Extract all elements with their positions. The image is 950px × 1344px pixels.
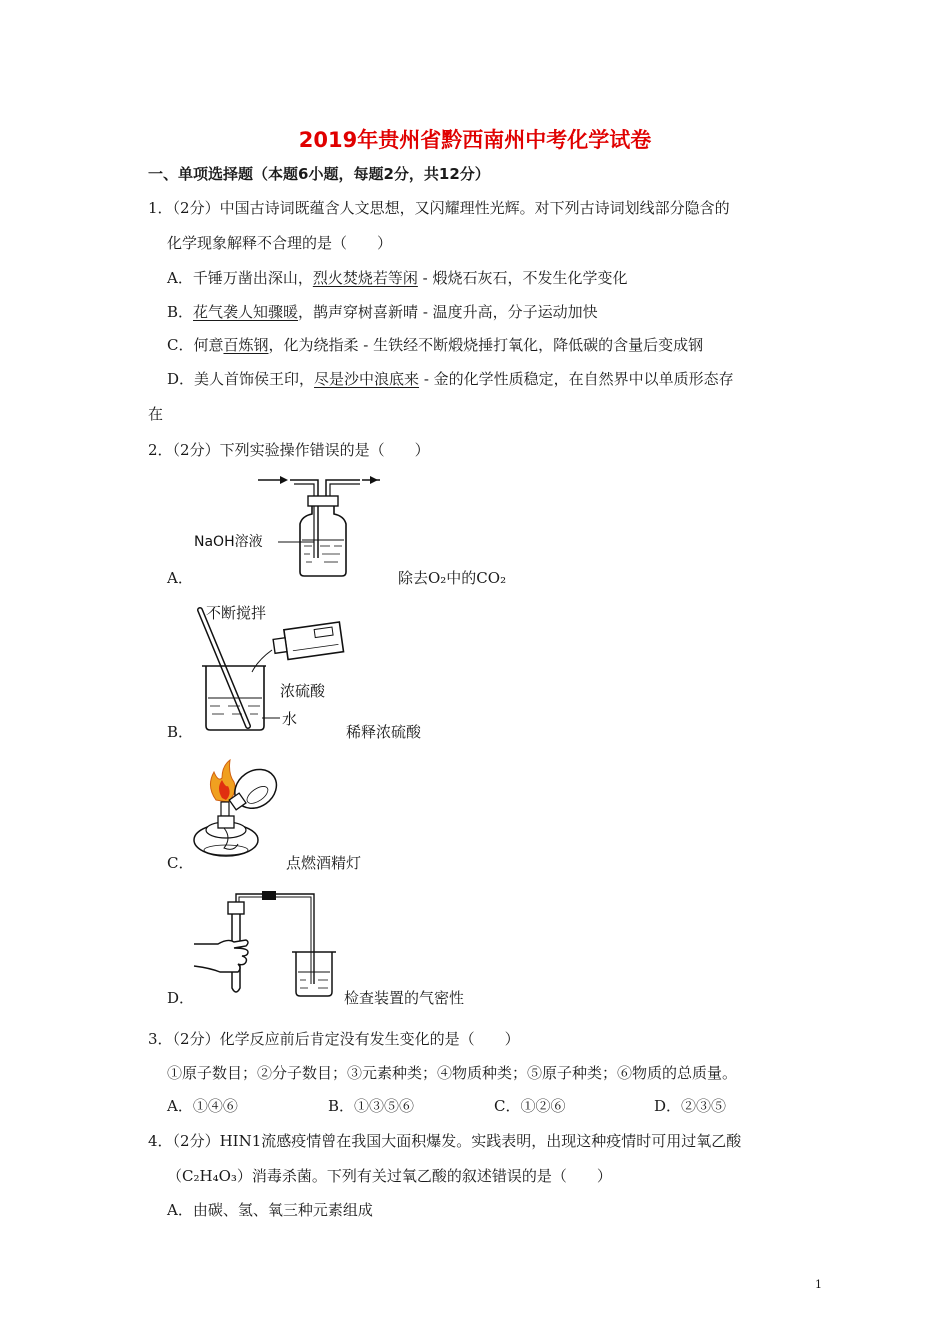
- q2-option-b-caption: 稀释浓硫酸: [346, 723, 422, 741]
- q2-option-d-label: D．: [167, 989, 195, 1007]
- q2-stem: 2．（2分）下列实验操作错误的是（ ）: [148, 441, 430, 459]
- page-number: 1: [815, 1278, 822, 1291]
- fig-label-acid: 浓硫酸: [280, 682, 326, 700]
- q1-option-d-wrap: 在: [148, 405, 164, 423]
- q1-stem-line2: 化学现象解释不合理的是（ ）: [167, 234, 393, 252]
- q1-stem-line1: 1．（2分）中国古诗词既蕴含人文思想，又闪耀理性光辉。对下列古诗词划线部分隐含的: [148, 199, 730, 217]
- q1-d-pre: D．美人首饰侯王印，: [167, 370, 315, 388]
- q1-c-underline: 百炼钢: [223, 336, 269, 354]
- fig-label-stir: 不断搅拌: [206, 604, 267, 622]
- q2-option-c-label: C．: [167, 854, 194, 872]
- q3-option-d: D．②③⑤: [654, 1097, 727, 1115]
- figure-dilute-sulfuric-acid: [188, 600, 348, 736]
- q4-stem-line1: 4．（2分）HIN1流感疫情曾在我国大面积爆发。实践表明，出现这种疫情时可用过氧乙酸: [148, 1132, 742, 1150]
- q1-b-pre: B．: [167, 303, 194, 321]
- q1-c-post: ，化为绕指柔 - 生铁经不断煅烧捶打氧化，降低碳的含量后变成钢: [268, 336, 704, 354]
- section-heading: 一、单项选择题（本题6小题，每题2分，共12分）: [148, 165, 490, 183]
- q1-a-pre: A．千锤万凿出深山，: [167, 269, 313, 287]
- q1-option-c: [167, 334, 703, 355]
- figure-gas-washing-bottle: [190, 466, 380, 586]
- q1-b-underline: 花气袭人知骤暖: [193, 303, 299, 321]
- figure-airtightness-check: [188, 888, 348, 1000]
- fig-label-water: 水: [282, 710, 298, 728]
- q3-stem: 3．（2分）化学反应前后肯定没有发生变化的是（ ）: [148, 1030, 520, 1048]
- q1-c-pre: C．何意: [167, 336, 224, 354]
- q1-a-post: - 煅烧石灰石，不发生化学变化: [417, 269, 628, 287]
- q4-option-a: A．由碳、氢、氧三种元素组成: [167, 1201, 373, 1219]
- q3-option-c: C．①②⑥: [494, 1097, 566, 1115]
- q2-option-a-label: A．: [167, 569, 193, 587]
- fig-label-naoh: NaOH溶液: [194, 534, 263, 550]
- q3-items: ①原子数目；②分子数目；③元素种类；④物质种类；⑤原子种类；⑥物质的总质量。: [167, 1064, 738, 1082]
- q3-option-a: A．①④⑥: [167, 1097, 238, 1115]
- q1-d-post: - 金的化学性质稳定，在自然界中以单质形态存: [419, 370, 734, 388]
- q1-option-a: [167, 267, 627, 288]
- q1-option-d: [167, 368, 734, 389]
- q1-a-underline: 烈火焚烧若等闲: [312, 269, 418, 287]
- q2-option-d-caption: 检查装置的气密性: [344, 989, 465, 1007]
- q1-option-b: [167, 301, 598, 322]
- figure-alcohol-lamp: [188, 756, 288, 866]
- q1-b-post: ，鹊声穿树喜新晴 - 温度升高，分子运动加快: [298, 303, 598, 321]
- q2-option-c-caption: 点燃酒精灯: [286, 854, 362, 872]
- q1-d-underline: 尽是沙中浪底来: [314, 370, 420, 388]
- q2-option-a-caption: 除去O₂中的CO₂: [398, 569, 507, 587]
- q2-option-b-label: B．: [167, 723, 194, 741]
- page-title: 2019年贵州省黔西南州中考化学试卷: [298, 128, 652, 152]
- q4-stem-line2: （C₂H₄O₃）消毒杀菌。下列有关过氧乙酸的叙述错误的是（ ）: [167, 1167, 612, 1185]
- q3-option-b: B．①③⑤⑥: [328, 1097, 415, 1115]
